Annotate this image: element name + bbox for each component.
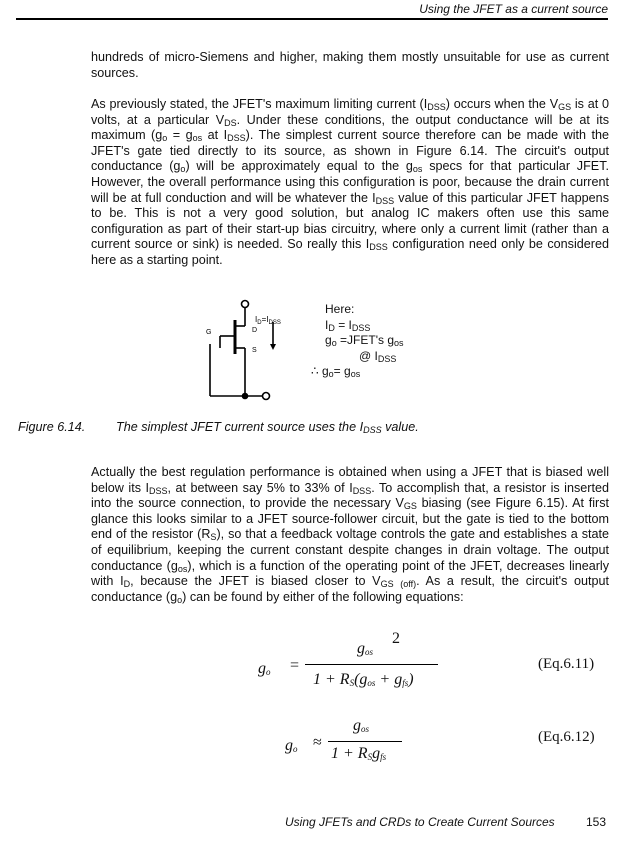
pin-g-label: G <box>206 329 212 336</box>
jfet-circuit-diagram <box>200 288 320 408</box>
fraction-bar <box>305 664 438 665</box>
pin-s-label: S <box>252 347 257 354</box>
paragraph-2: As previously stated, the JFET's maximum limiting current $(I_{DSS})$ occurs when the $V_{GS}$ is at 0 volts, at a particular $V_{DS}$. Under these conditions, the output conductance will be at its maximum ($g_o = g_{os}$ at $I_{DSS}$). The simplest current source therefore can be made with the JFET's gate tied directly to its source, as shown in Figure 6.14. The circuit's output conductance $(g_o)$ will be approximately equal to the $g_{os}$ specs for that particular JFET. However, the overall performance using this configuration is poor, because the drain current will be at full conduction and will be whatever the $I_{DSS}$ value of this particular JFET happens to be. This is not a very good solution, but analog IC makers often use this same configuration as part of their start-up bias circuitry, where only a current limit (rather than a current source or sink) is needed. So really this $I_{DSS}$ configuration need only be considered here as a starting point. <box>91 97 609 267</box>
page-footer: Using JFETs and CRDs to Create Current Sources <box>285 815 555 829</box>
id-label: $I_D=I_{DSS}$ <box>255 315 281 326</box>
paragraph-3: Actually the best regulation performance is obtained when using a JFET that is biased well below its $I_{DSS}$, at between say 5% to 33% of $I_{DSS}$. To accomplish that, a resistor is inserted into the source connection, to provide the necessary $V_{GS}$ biasing (see Figure 6.15). At first glance this looks similar to a JFET source-follower circuit, but the gate is tied to the bottom end of the resistor $(R_S)$, so that a feedback voltage controls the gate and establishes a state of equilibrium, keeping the current constant despite changes in drain voltage. The output conductance $(g_{os})$, which is a function of the operating point of the JFET, decreases linearly with $I_D$, because the JFET is biased closer to $V_{GS}$ $_{(off)}$. As a result, the circuit's output conductance $(g_o)$ can be found by either of the following equations: <box>91 465 610 605</box>
page-number: 153 <box>586 815 607 829</box>
fraction-bar <box>328 741 402 742</box>
figure-legend: Here: $I_D = I_{DSS}$ $g_o$ =JFET's $g_{os}$ @ $I_{DSS}$ ∴ $g_o= g_{os}$ <box>311 302 404 380</box>
pin-d-label: D <box>252 327 258 334</box>
figure-caption: The simplest JFET current source uses the $I_{DSS}$ value. <box>116 420 419 435</box>
page-header: Using the JFET as a current source <box>419 2 608 16</box>
header-rule <box>16 18 608 20</box>
paragraph-1: hundreds of micro-Siemens and higher, making them mostly unsuitable for use as current sources. <box>91 50 609 80</box>
figure-caption-label: Figure 6.14. <box>18 420 86 434</box>
